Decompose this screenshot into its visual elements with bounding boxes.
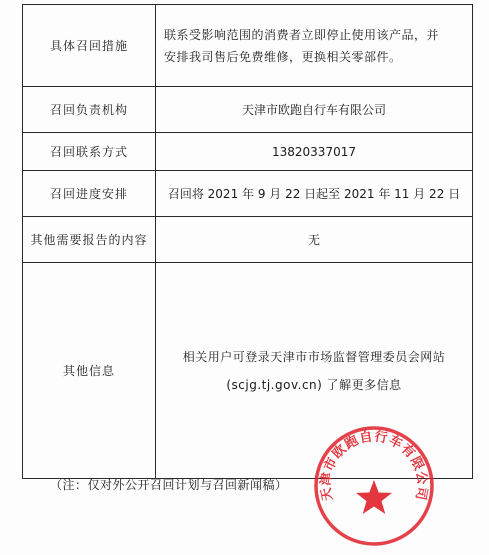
table-row (23, 217, 473, 263)
table-row (23, 5, 473, 87)
row-value-line: 安排我司售后免费维修，更换相关零部件。 (164, 49, 402, 64)
row-value-line: 相关用户可登录天津市市场监督管理委员会网站 (182, 349, 446, 364)
row-value: 13820337017 (156, 133, 473, 171)
row-value (156, 5, 473, 87)
table-row (23, 171, 473, 217)
table-row (23, 87, 473, 133)
company-seal-stamp (310, 422, 438, 550)
row-label: 其他信息 (23, 263, 156, 479)
row-label: 召回联系方式 (23, 133, 156, 171)
row-value: 召回将 2021 年 9 月 22 日起至 2021 年 11 月 22 日 (156, 171, 473, 217)
row-label: 具体召回措施 (23, 5, 156, 87)
row-value-line: 联系受影响范围的消费者立即停止使用该产品，并 (164, 27, 440, 42)
row-value: 无 (156, 217, 473, 263)
row-label: 其他需要报告的内容 (23, 217, 156, 263)
row-value: 天津市欧跑自行车有限公司 (156, 87, 473, 133)
star-icon (356, 480, 392, 514)
row-value-line: (scjg.tj.gov.cn) 了解更多信息 (226, 377, 402, 392)
svg-text:天津市欧跑自行车有限公司: 天津市欧跑自行车有限公司 (318, 429, 430, 503)
row-label: 召回负责机构 (23, 87, 156, 133)
recall-info-table (22, 4, 473, 479)
table-row (23, 133, 473, 171)
row-label: 召回进度安排 (23, 171, 156, 217)
footnote: （注：仅对外公开召回计划与召回新闻稿） (50, 478, 288, 492)
